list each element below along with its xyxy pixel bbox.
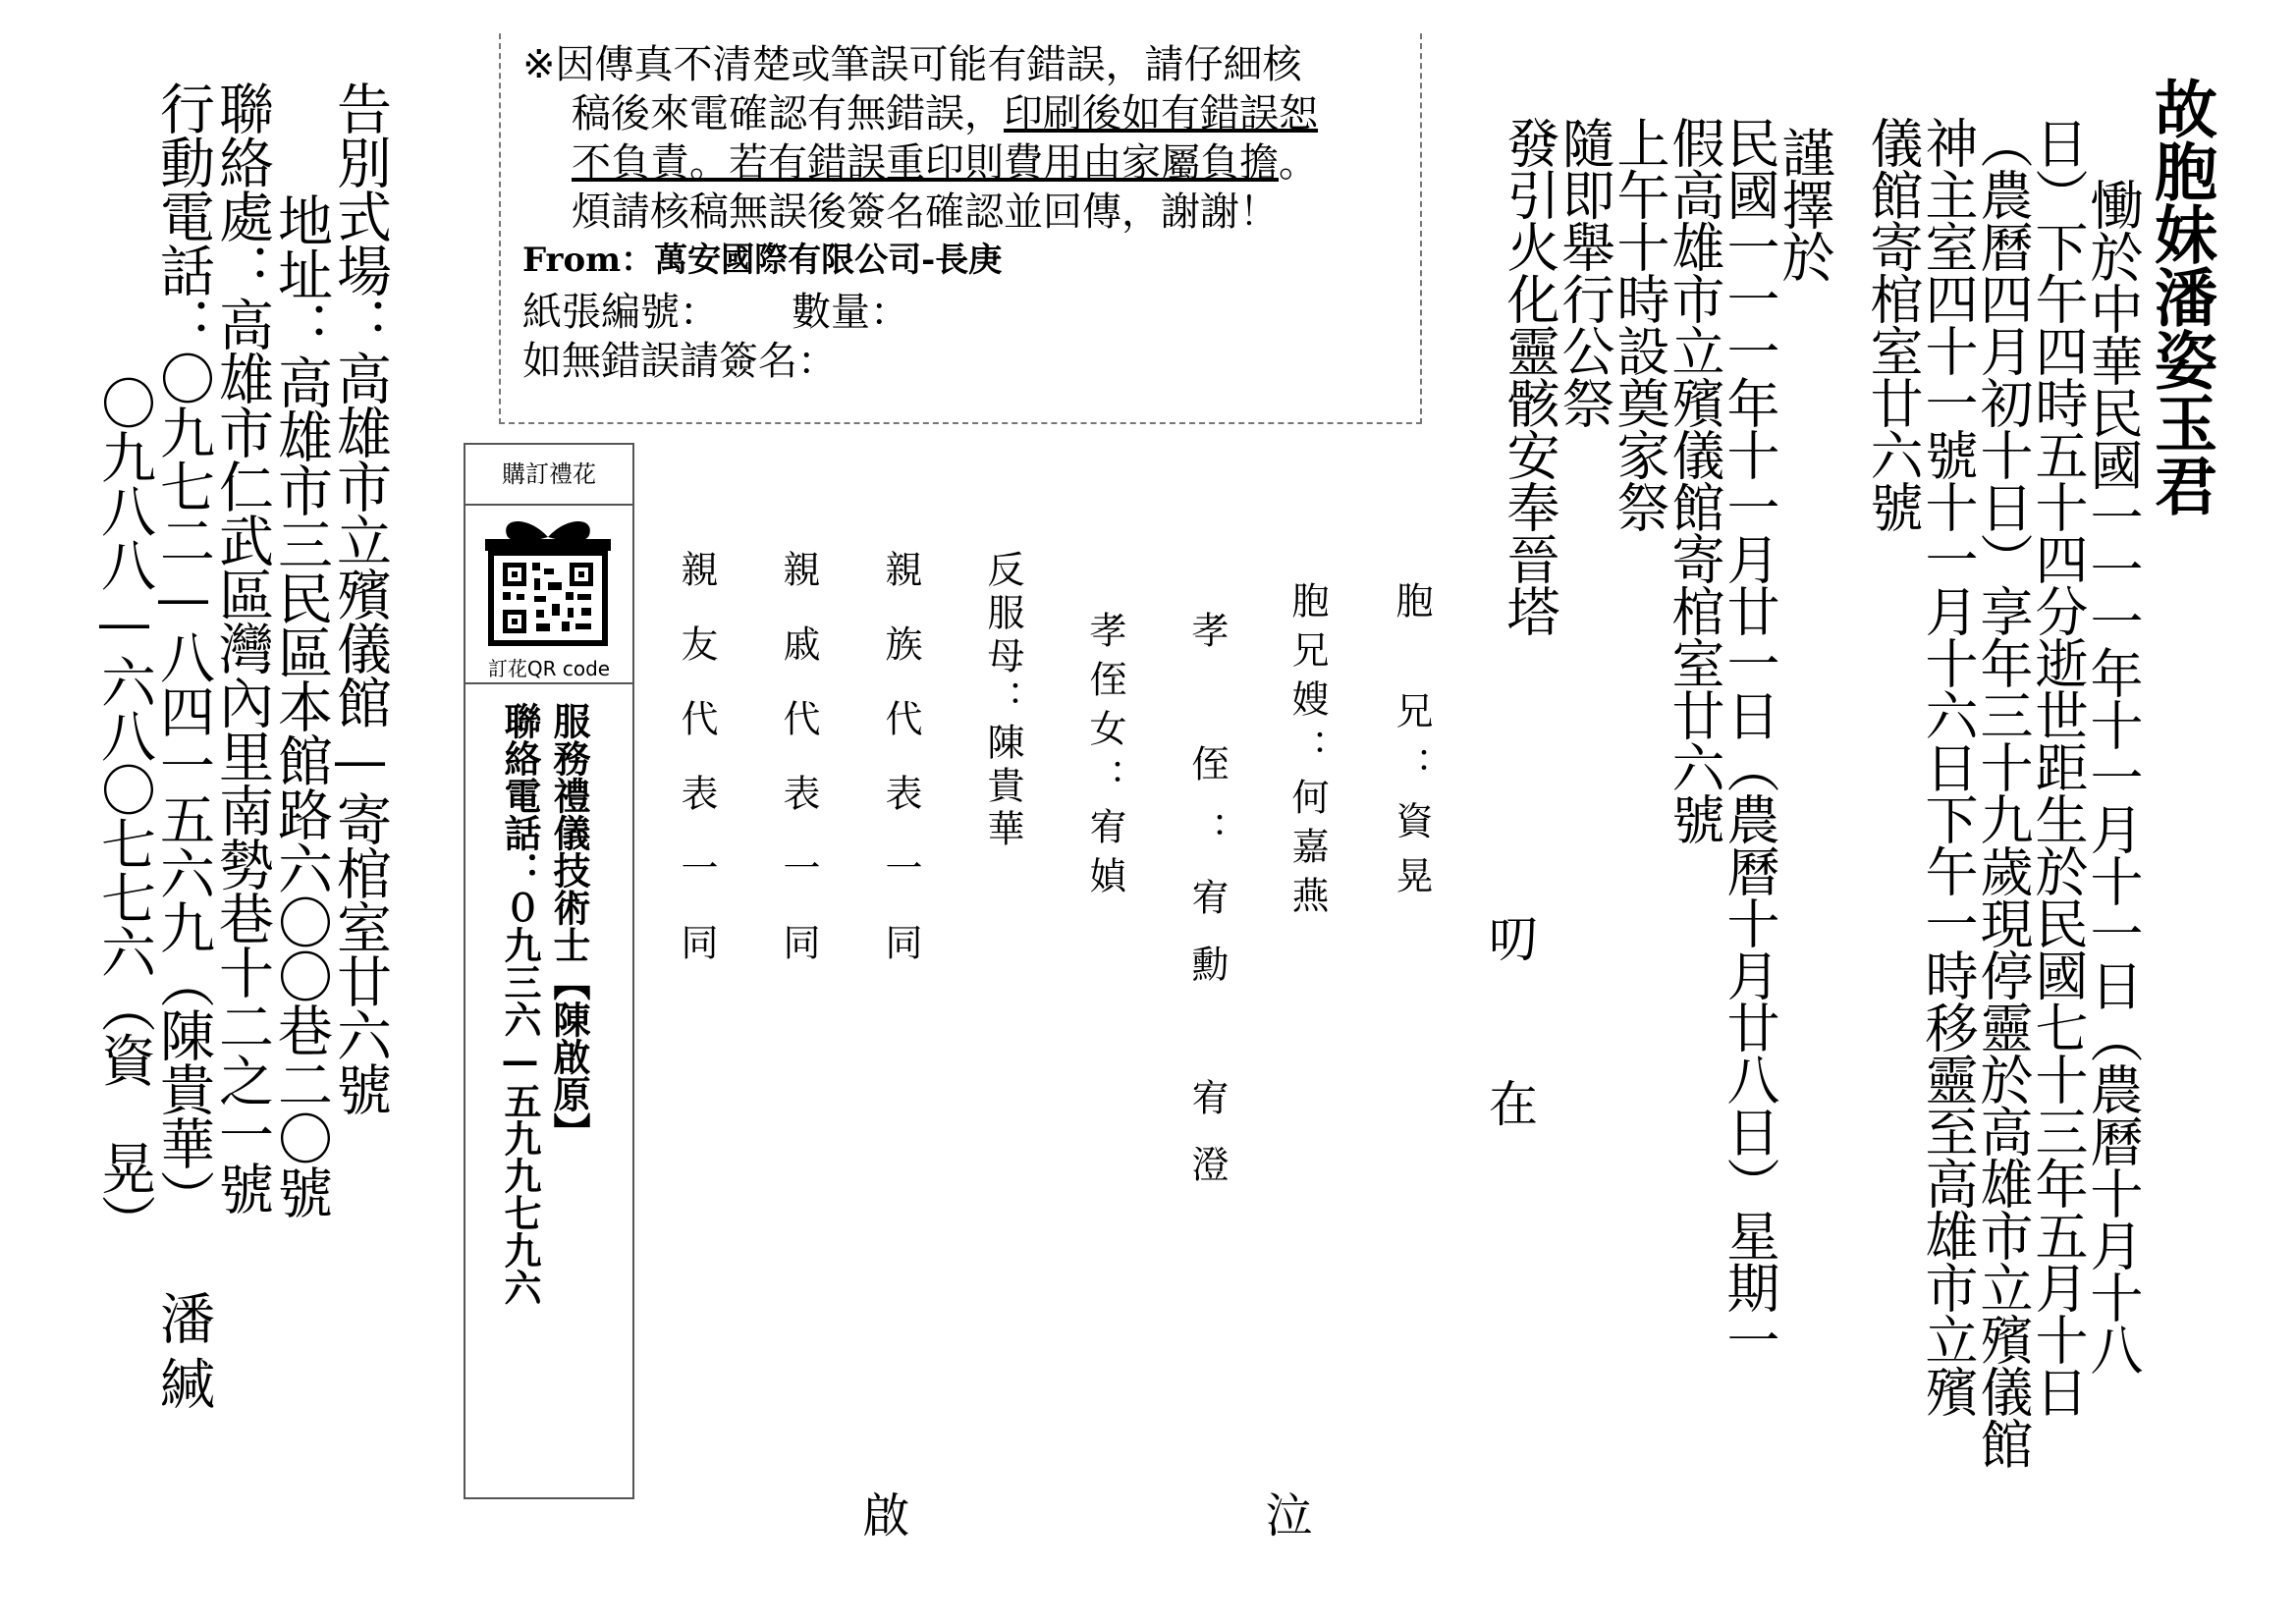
family-relatives-representatives: 親戚代表一同 — [777, 550, 820, 998]
venue-info: 告別式場：高雄市立殯儀館—寄棺室廿六號 — [328, 81, 392, 1115]
venue-address: 地址：高雄市三民區本館路六〇〇巷二〇號 — [269, 192, 333, 1218]
notice-line-1: ※因傳真不清楚或筆誤可能有錯誤，請仔細核 — [522, 42, 1302, 87]
divider — [465, 682, 632, 684]
gift-qr-icon[interactable] — [479, 514, 617, 647]
family-brother: 胞 兄：資晃 — [1390, 581, 1433, 911]
body-column-2: 日︶下午四時五十四分逝世距生於民國七十三年五月十日 — [2027, 116, 2089, 1417]
flower-order-box — [464, 443, 634, 1499]
family-mother: 反服母：陳貴華 — [981, 550, 1024, 852]
notice-line-2a: 稿後來電確認有無錯誤， — [572, 91, 1004, 136]
closing-zai: 在 — [1481, 1078, 1538, 1126]
body-column-10: 隨即舉行公祭 — [1554, 116, 1615, 428]
quantity-label: 數量： — [792, 290, 909, 335]
signature-weep: 泣 — [1257, 1490, 1312, 1538]
body-column-5: 儀館寄棺室廿六號 — [1862, 116, 1924, 532]
family-sister-in-law: 胞兄嫂：何嘉燕 — [1285, 581, 1329, 925]
body-column-6: 謹擇於 — [1774, 126, 1835, 282]
body-column-9: 上午十時設奠家祭 — [1609, 116, 1670, 532]
from-label: From： — [522, 241, 655, 280]
family-nephews: 孝 侄：宥勳 宥澄 — [1185, 611, 1229, 1212]
notice-from — [522, 241, 1003, 280]
service-phone-column: 聯絡電話：０九三六—五九九七九六 — [498, 702, 542, 1306]
mobile-phone: 行動電話：〇九七二—八四一五六九︵陳貴華︶ — [151, 81, 215, 1223]
notice-line-2 — [572, 91, 1318, 136]
notice-line-3 — [572, 140, 1318, 186]
from-company: 萬安國際有限公司-長庚 — [654, 241, 1003, 280]
notice-line-3a: 不負責。若有錯誤重印則費用由家屬負擔 — [572, 140, 1279, 186]
body-column-1: 慟於中華民國一一一年十一月十一日︵農曆十月十八 — [2082, 126, 2144, 1375]
deceased-title: 故胞妹潘姿玉君 — [2144, 77, 2217, 516]
closing-dao: 叨 — [1481, 913, 1538, 961]
mobile-phone-2: 〇九八八—六八〇七七六︵資 晃︶ — [92, 375, 156, 1248]
family-friends-representatives: 親友代表一同 — [675, 550, 718, 998]
body-column-8: 假高雄市立殯儀館寄棺室廿六號 — [1664, 116, 1725, 844]
notice-line-2b: 印刷後如有錯誤恕 — [1004, 91, 1318, 136]
proofreading-notice — [499, 33, 1422, 424]
signature-request-label: 如無錯誤請簽名： — [522, 339, 837, 384]
body-column-11: 發引火化靈骸安奉晉塔 — [1499, 116, 1560, 636]
body-column-3: ︵農曆四月初十日︶享年三十九歲現停靈於高雄市立殯儀館 — [1972, 116, 2034, 1469]
body-column-7: 民國一一一年十一月廿一日︵農曆十月廿八日︶星期一 — [1719, 116, 1780, 1365]
notice-line-3b: 。 — [1279, 140, 1318, 186]
service-staff-column: 服務禮儀技術士【陳啟原】 — [547, 702, 591, 1150]
signature-announce: 啟 — [854, 1490, 909, 1538]
contact-address: 聯絡處：高雄市仁武區灣內里南勢巷十二之一號 — [210, 81, 274, 1215]
qr-caption: 訂花QR code — [487, 657, 611, 680]
notice-line-4: 煩請核稿無誤後簽名確認並回傳，謝謝！ — [572, 189, 1279, 235]
family-niece: 孝侄女：宥媜 — [1083, 611, 1126, 905]
flower-order-header: 購訂禮花 — [465, 445, 632, 506]
family-clan-representatives: 親族代表一同 — [879, 550, 922, 998]
paper-number-label: 紙張編號： — [522, 290, 719, 335]
contact-name: 潘緘 — [151, 1290, 215, 1420]
body-column-4: 神主室四十一號十一月十六日下午一時移靈至高雄市立殯 — [1917, 116, 1979, 1417]
